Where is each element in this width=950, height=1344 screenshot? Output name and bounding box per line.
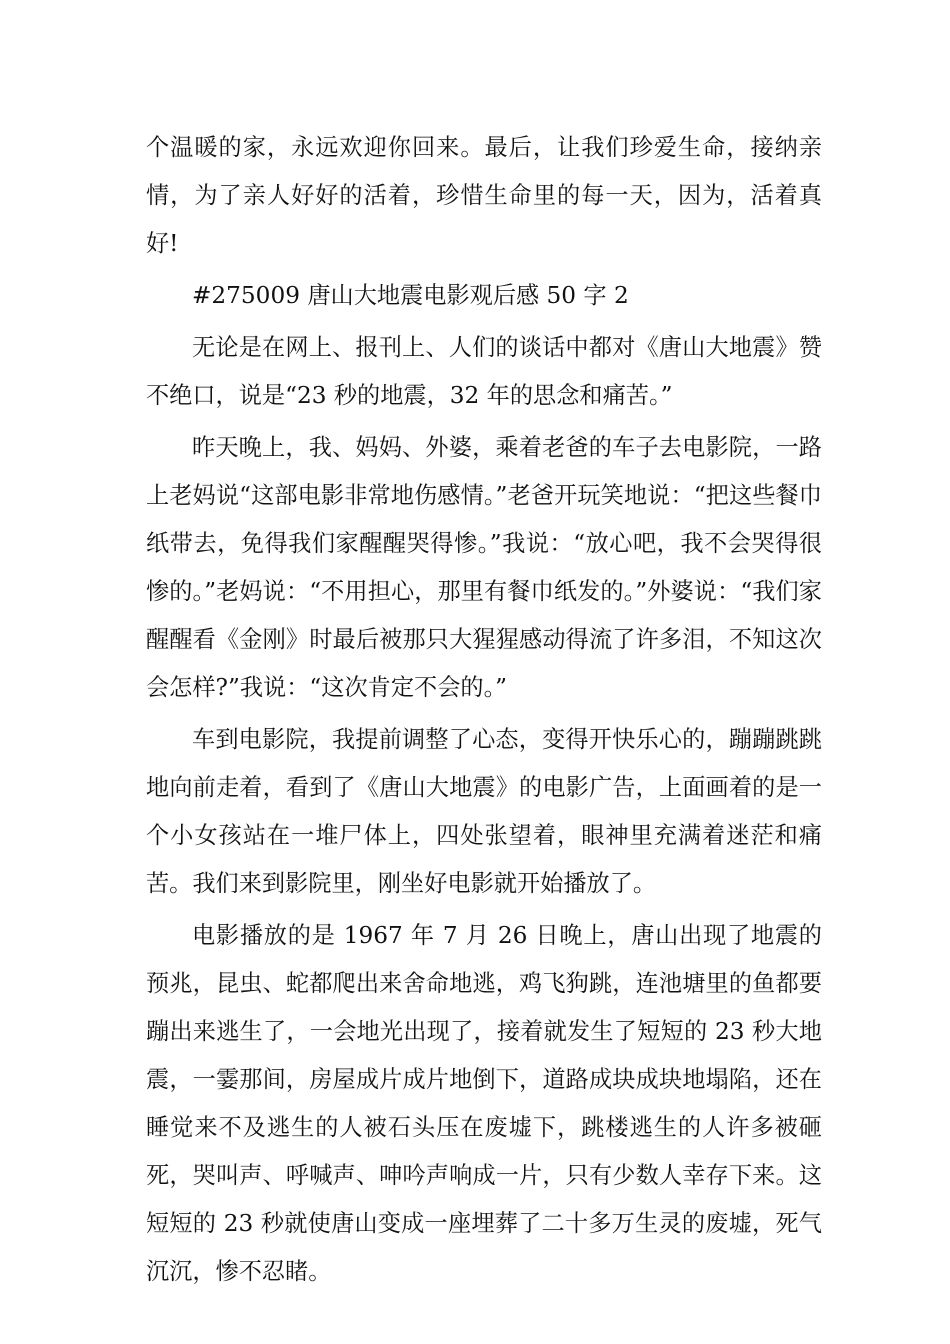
paragraph-continuation: 个温暖的家，永远欢迎你回来。最后，让我们珍爱生命，接纳亲情，为了亲人好好的活着，珍惜生命里的每一天，因为，活着真好!	[146, 134, 822, 257]
paragraph: 电影播放的是 1967 年 7 月 26 日晚上，唐山出现了地震的预兆，昆虫、蛇都爬出来舍命地逃，鸡飞狗跳，连池塘里的鱼都要蹦出来逃生了，一会地光出现了，接着就发生了短短的 23 秒大地震，一霎那间，房屋成片成片地倒下，道路成块成块地塌陷，还在睡觉来不及逃生的人被石头压在废墟下，跳楼逃生的人许多被砸死，哭叫声、呼喊声、呻吟声响成一片，只有少数人幸存下来。这短短的 23 秒就使唐山变成一座埋葬了二十多万生灵的废墟，死气沉沉，惨不忍睹。	[146, 922, 822, 1285]
document-body	[146, 124, 822, 1300]
section-heading: #275009 唐山大地震电影观后感 50 字 2	[192, 282, 629, 309]
paragraph: 无论是在网上、报刊上、人们的谈话中都对《唐山大地震》赞不绝口，说是“23 秒的地震，32 年的思念和痛苦。”	[146, 334, 822, 409]
paragraph: 昨天晚上，我、妈妈、外婆，乘着老爸的车子去电影院，一路上老妈说“这部电影非常地伤感情。”老爸开玩笑地说：“把这些餐巾纸带去，免得我们家醒醒哭得惨。”我说：“放心吧，我不会哭得很惨的。”老妈说：“不用担心，那里有餐巾纸发的。”外婆说：“我们家醒醒看《金刚》时最后被那只大猩猩感动得流了许多泪，不知这次会怎样?”我说：“这次肯定不会的。”	[146, 434, 822, 701]
paragraph: 车到电影院，我提前调整了心态，变得开快乐心的，蹦蹦跳跳地向前走着，看到了《唐山大地震》的电影广告，上面画着的是一个小女孩站在一堆尸体上，四处张望着，眼神里充满着迷茫和痛苦。我们来到影院里，刚坐好电影就开始播放了。	[146, 726, 822, 897]
